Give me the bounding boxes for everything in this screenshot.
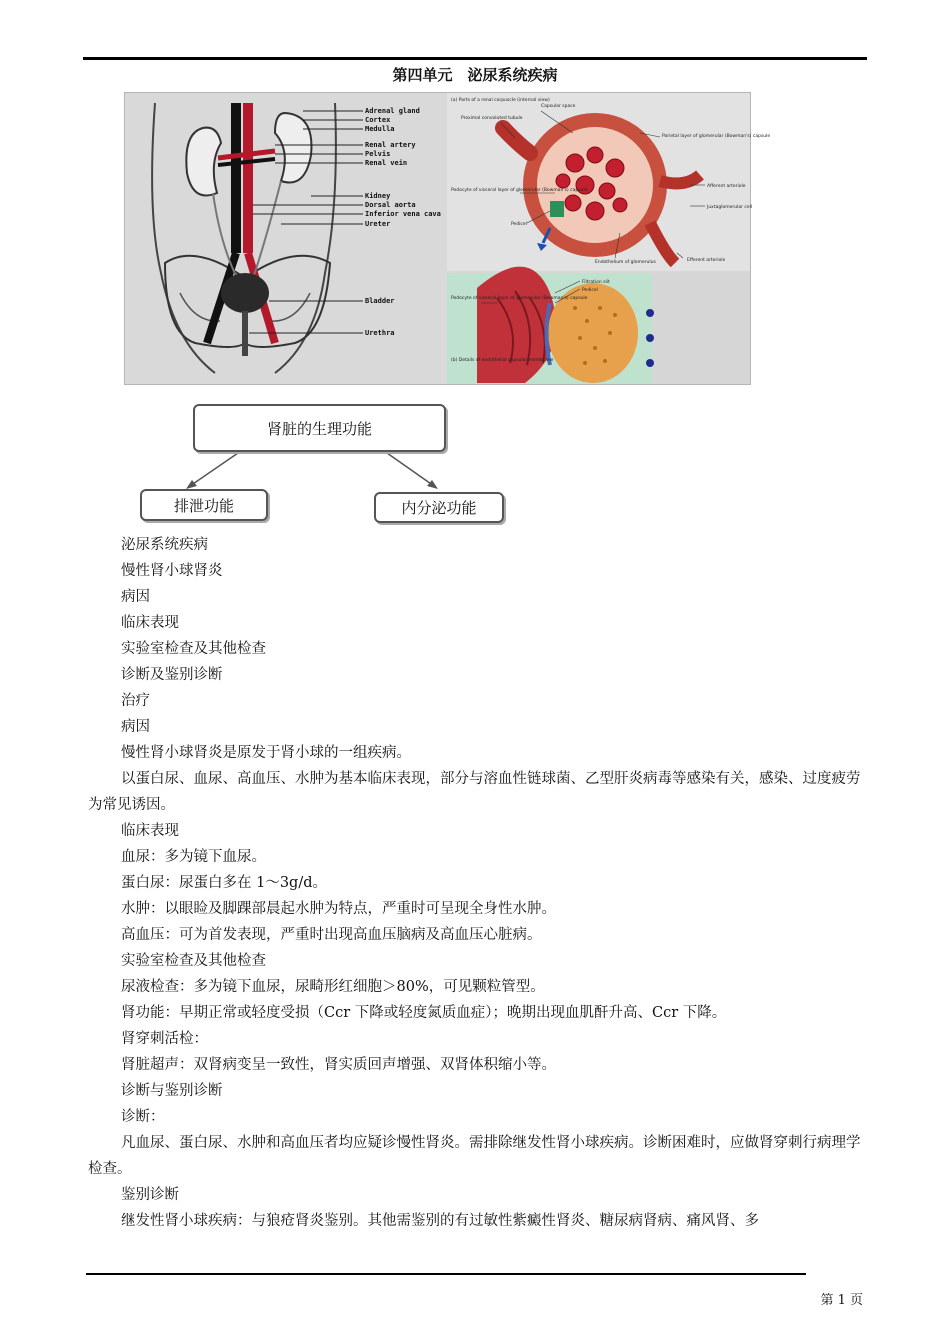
label-ureter: Ureter	[365, 220, 391, 228]
label-kidney: Kidney	[365, 192, 391, 200]
label-pedicel-bottom: Pedicel	[582, 288, 598, 293]
label-renal-corpuscle: (a) Parts of a renal corpuscle (internal view)	[451, 98, 550, 103]
para-11: 临床表现	[121, 823, 179, 839]
label-renal-vein: Renal vein	[365, 159, 408, 167]
label-capsular-space: Capsular space	[541, 104, 576, 109]
body-text	[88, 532, 866, 1234]
label-pedicel-top: Pedicel	[511, 222, 527, 227]
label-proximal-tubule: Proximal convoluted tubule	[461, 116, 523, 121]
label-bladder: Bladder	[365, 297, 395, 305]
para-12: 血尿：多为镜下血尿。	[121, 849, 266, 865]
header-rule	[83, 57, 867, 60]
para-22: 诊断：	[121, 1109, 165, 1125]
para-5: 实验室检查及其他检查	[121, 641, 266, 657]
label-endothelium: Endothelium of glomerulus	[595, 260, 656, 265]
para-10: 以蛋白尿、血尿、高血压、水肿为基本临床表现，部分与溶血性链球菌、乙型肝炎病毒等感染有关，感染、过度疲劳为常见诱因。	[88, 771, 861, 813]
label-parietal-layer: Parietal layer of glomerular (Bowman's) capsule	[662, 134, 771, 139]
para-19: 肾穿刺活检：	[121, 1031, 208, 1047]
label-pelvis: Pelvis	[365, 150, 391, 158]
flowchart-endocrine: 内分泌功能	[374, 492, 504, 523]
label-cortex: Cortex	[365, 116, 391, 124]
para-1: 泌尿系统疾病	[121, 537, 208, 553]
label-filtration-slit: Filtration slit	[582, 280, 610, 285]
page-number: 第 1 页	[820, 1293, 863, 1308]
urinary-system-illustration	[124, 92, 771, 385]
para-2: 慢性肾小球肾炎	[121, 563, 223, 579]
para-8: 病因	[121, 719, 150, 735]
label-urethra: Urethra	[365, 329, 395, 337]
para-9: 慢性肾小球肾炎是原发于肾小球的一组疾病。	[121, 745, 411, 761]
para-17: 尿液检查：多为镜下血尿，尿畸形红细胞＞80%，可见颗粒管型。	[121, 979, 545, 995]
label-podocyte-top: Podocyte of visceral layer of glomerular (Bowman's) capsule	[451, 188, 588, 193]
label-endothelial-membrane: (b) Details of endothelial capsular membrane	[451, 358, 554, 363]
footer-rule	[86, 1273, 806, 1275]
para-20: 肾脏超声：双肾病变呈一致性，肾实质回声增强、双肾体积缩小等。	[121, 1057, 556, 1073]
para-25: 继发性肾小球疾病：与狼疮肾炎鉴别。其他需鉴别的有过敏性紫癜性肾炎、糖尿病肾病、痛风肾、多	[121, 1213, 759, 1229]
para-6: 诊断及鉴别诊断	[121, 667, 223, 683]
label-renal-artery: Renal artery	[365, 141, 416, 149]
flowchart-root: 肾脏的生理功能	[193, 404, 446, 452]
para-15: 高血压：可为首发表现，严重时出现高血压脑病及高血压心脏病。	[121, 927, 542, 943]
label-afferent-arteriole: Afferent arteriole	[707, 184, 746, 189]
page-title: 第四单元 泌尿系统疾病	[392, 66, 558, 84]
label-dorsal-aorta: Dorsal aorta	[365, 201, 416, 209]
para-24: 鉴别诊断	[121, 1187, 179, 1203]
label-efferent-arteriole: Efferent arteriole	[687, 258, 726, 263]
para-4: 临床表现	[121, 615, 179, 631]
para-18: 肾功能：早期正常或轻度受损（Ccr 下降或轻度氮质血症）；晚期出现血肌酐升高、Ccr 下降。	[121, 1005, 727, 1021]
para-16: 实验室检查及其他检查	[121, 953, 266, 969]
para-14: 水肿：以眼睑及脚踝部晨起水肿为特点，严重时可呈现全身性水肿。	[121, 901, 556, 917]
flowchart-excretion: 排泄功能	[140, 489, 268, 521]
label-podocyte-bottom: Podocyte of visceral layer of glomerular (Bowman's) capsule	[451, 296, 588, 301]
para-21: 诊断与鉴别诊断	[121, 1083, 223, 1099]
label-medulla: Medulla	[365, 125, 395, 133]
para-13: 蛋白尿：尿蛋白多在 1～3g/d。	[121, 875, 328, 891]
para-23: 凡血尿、蛋白尿、水肿和高血压者均应疑诊慢性肾炎。需排除继发性肾小球疾病。诊断困难时，应做肾穿刺行病理学检查。	[88, 1135, 861, 1177]
label-inferior-vena-cava: Inferior vena cava	[365, 210, 441, 218]
para-7: 治疗	[121, 693, 150, 709]
label-juxtaglomerular-cell: Juxtaglomerular cell	[707, 205, 753, 210]
label-adrenal-gland: Adrenal gland	[365, 107, 420, 115]
para-3: 病因	[121, 589, 150, 605]
